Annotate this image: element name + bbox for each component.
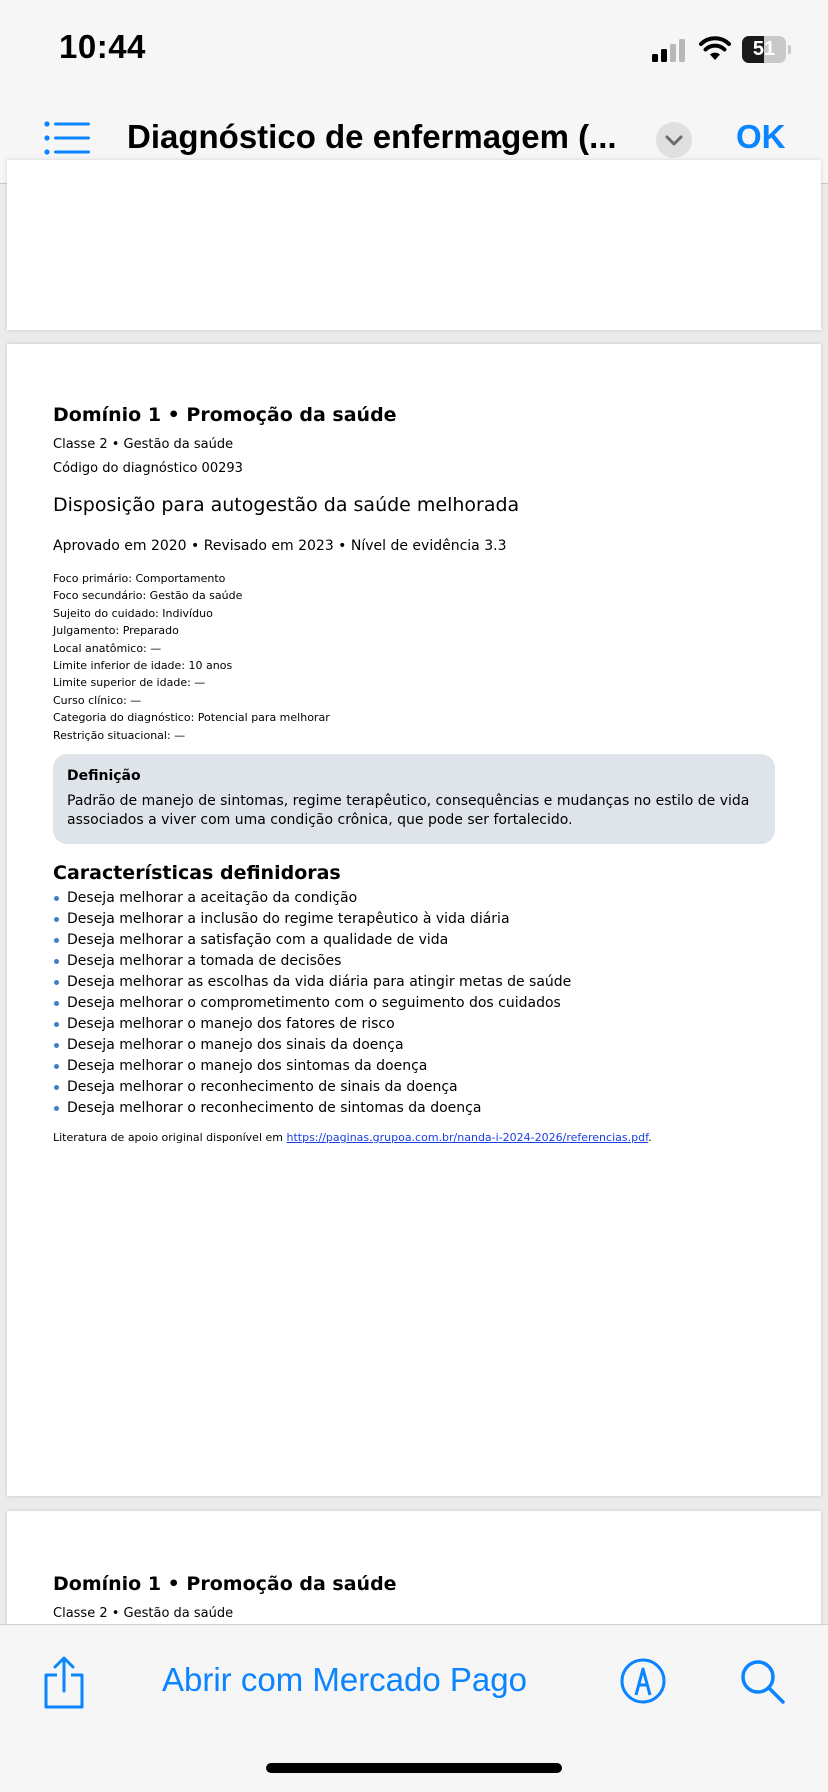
characteristics-heading: Características definidoras (53, 862, 341, 884)
chevron-down-icon (656, 122, 692, 158)
wifi-icon (698, 34, 732, 62)
literature-link[interactable]: https://paginas.grupoa.com.br/nanda-i-2024-2026/referencias.pdf (286, 1131, 649, 1144)
attribute-list (53, 570, 783, 744)
open-with-button[interactable]: Abrir com Mercado Pago (162, 1661, 527, 1698)
attribute-item: Limite inferior de idade: 10 anos (53, 659, 233, 673)
status-bar (0, 0, 828, 100)
attribute-item: Foco secundário: Gestão da saúde (53, 589, 243, 603)
cellular-signal-icon (652, 38, 686, 62)
title-menu-button[interactable] (656, 122, 692, 158)
list-item: Deseja melhorar a tomada de decisões (53, 951, 783, 972)
diagnosis-name: Disposição para autogestão da saúde melhorada (53, 494, 520, 516)
characteristics-list (53, 888, 783, 1119)
list-item: Deseja melhorar o manejo dos fatores de risco (53, 1014, 783, 1035)
class-label: Classe 2 • Gestão da saúde (53, 437, 234, 452)
document-title: Diagnóstico de enfermagem (... (127, 118, 617, 155)
search-icon[interactable] (738, 1657, 786, 1705)
attribute-item: Curso clínico: — (53, 693, 142, 707)
list-item: Deseja melhorar a inclusão do regime terapêutico à vida diária (53, 909, 783, 930)
literature-note (53, 1131, 783, 1144)
battery-icon (742, 36, 788, 63)
markup-icon[interactable] (619, 1657, 667, 1705)
status-time: 10:44 (59, 28, 146, 65)
attribute-item: Categoria do diagnóstico: Potencial para melhorar (53, 711, 330, 725)
list-icon[interactable] (44, 120, 90, 156)
attribute-item: Local anatômico: — (53, 641, 162, 655)
definition-text: Padrão de manejo de sintomas, regime terapêutico, consequências e mudanças no estilo de vida associados a viver com uma condição crônica, que pode ser fortalecido. (67, 793, 750, 828)
document-page-next (7, 1511, 821, 1631)
ok-button[interactable]: OK (736, 118, 786, 155)
domain-heading: Domínio 1 • Promoção da saúde (53, 1573, 397, 1595)
document-page-previous (7, 160, 821, 330)
attribute-item: Restrição situacional: — (53, 728, 186, 742)
attribute-item: Sujeito do cuidado: Indivíduo (53, 606, 213, 620)
list-item: Deseja melhorar o manejo dos sintomas da doença (53, 1056, 783, 1077)
class-label: Classe 2 • Gestão da saúde (53, 1606, 234, 1621)
list-item: Deseja melhorar a aceitação da condição (53, 888, 783, 909)
definition-title: Definição (67, 768, 141, 784)
literature-prefix: Literatura de apoio original disponível em (53, 1131, 287, 1144)
document-page (7, 344, 821, 1496)
diagnosis-code: Código do diagnóstico 00293 (53, 461, 243, 476)
approval-info: Aprovado em 2020 • Revisado em 2023 • Nível de evidência 3.3 (53, 538, 507, 554)
domain-heading: Domínio 1 • Promoção da saúde (53, 404, 397, 426)
definition-box (53, 754, 775, 844)
list-item: Deseja melhorar o reconhecimento de sinais da doença (53, 1077, 783, 1098)
share-icon[interactable] (40, 1655, 88, 1711)
battery-level: 51 (752, 38, 776, 60)
attribute-item: Foco primário: Comportamento (53, 572, 226, 585)
list-item: Deseja melhorar o reconhecimento de sintomas da doença (53, 1098, 783, 1119)
attribute-item: Limite superior de idade: — (53, 676, 206, 690)
home-indicator (266, 1763, 562, 1773)
list-item: Deseja melhorar a satisfação com a qualidade de vida (53, 930, 783, 951)
list-item: Deseja melhorar o comprometimento com o seguimento dos cuidados (53, 993, 783, 1014)
list-item: Deseja melhorar o manejo dos sinais da doença (53, 1035, 783, 1056)
attribute-item: Julgamento: Preparado (53, 624, 179, 638)
literature-suffix: . (648, 1131, 652, 1144)
list-item: Deseja melhorar as escolhas da vida diária para atingir metas de saúde (53, 972, 783, 993)
